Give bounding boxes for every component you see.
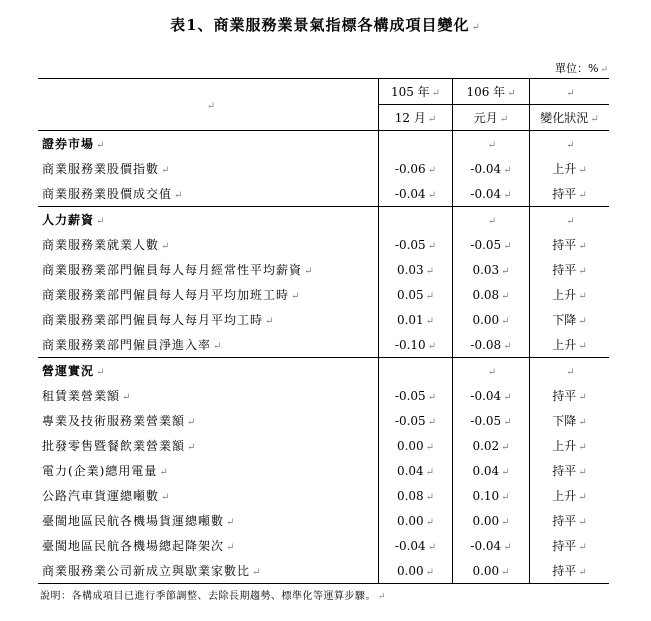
- value-105-12: 0.01 ↵: [379, 307, 453, 332]
- section-blank-cell: ↵: [530, 358, 610, 384]
- table-row: [38, 232, 609, 257]
- table-row: [38, 508, 609, 533]
- table-row: [38, 332, 609, 358]
- value-106-01: 0.00 ↵: [453, 508, 530, 533]
- table-row: [38, 558, 609, 584]
- value-106-01: 0.02 ↵: [453, 433, 530, 458]
- header-year-106: 106 年 ↵: [453, 79, 530, 105]
- section-blank-cell: ↵: [453, 131, 530, 157]
- indicator-label: 商業服務業部門僱員每人每月經常性平均薪資 ↵: [42, 263, 314, 277]
- table-row: [38, 156, 609, 181]
- section-blank-cell: [379, 207, 453, 233]
- change-status: 上升 ↵: [530, 282, 610, 307]
- header-year-105: 105 年 ↵: [379, 79, 453, 105]
- section-header-row: [38, 207, 609, 233]
- value-105-12: 0.04 ↵: [379, 458, 453, 483]
- value-106-01: 0.10 ↵: [453, 483, 530, 508]
- indicator-label: 商業服務業部門僱員每人每月平均加班工時 ↵: [42, 288, 301, 302]
- change-status: 持平 ↵: [530, 458, 610, 483]
- table-row: [38, 458, 609, 483]
- indicator-label: 專業及技術服務業營業額 ↵: [42, 414, 197, 428]
- section-blank-cell: [379, 131, 453, 157]
- value-106-01: 0.08 ↵: [453, 282, 530, 307]
- value-106-01: 0.04 ↵: [453, 458, 530, 483]
- change-status: 持平 ↵: [530, 533, 610, 558]
- value-106-01: -0.05 ↵: [453, 232, 530, 257]
- section-header-row: [38, 358, 609, 384]
- change-status: 上升 ↵: [530, 332, 610, 358]
- value-105-12: -0.05 ↵: [379, 383, 453, 408]
- change-status: 下降 ↵: [530, 307, 610, 332]
- value-105-12: 0.00 ↵: [379, 508, 453, 533]
- value-105-12: 0.05 ↵: [379, 282, 453, 307]
- indicator-label: 商業服務業股價指數 ↵: [42, 162, 171, 176]
- value-106-01: -0.08 ↵: [453, 332, 530, 358]
- value-105-12: -0.05 ↵: [379, 408, 453, 433]
- indicator-label: 電力(企業)總用電量 ↵: [42, 464, 169, 478]
- value-106-01: -0.04 ↵: [453, 383, 530, 408]
- indicator-label: 公路汽車貨運總噸數 ↵: [42, 489, 171, 503]
- header-status: 變化狀況 ↵: [530, 105, 610, 131]
- indicator-label: 商業服務業部門僱員淨進入率 ↵: [42, 338, 223, 352]
- indicator-label: 商業服務業部門僱員每人每月平均工時 ↵: [42, 313, 275, 327]
- section-title: 證券市場 ↵: [42, 137, 106, 151]
- value-106-01: -0.05 ↵: [453, 408, 530, 433]
- change-status: 上升 ↵: [530, 433, 610, 458]
- header-blank-cell: ↵: [206, 100, 216, 112]
- table-row: [38, 307, 609, 332]
- indicator-label: 臺閩地區民航各機場貨運總噸數 ↵: [42, 514, 236, 528]
- change-status: 持平 ↵: [530, 558, 610, 584]
- indicator-label: 商業服務業股價成交值 ↵: [42, 187, 184, 201]
- section-blank-cell: ↵: [453, 358, 530, 384]
- value-105-12: 0.03 ↵: [379, 257, 453, 282]
- change-status: 持平 ↵: [530, 232, 610, 257]
- value-105-12: -0.05 ↵: [379, 232, 453, 257]
- value-105-12: -0.04 ↵: [379, 533, 453, 558]
- table-row: [38, 282, 609, 307]
- table-row: [38, 533, 609, 558]
- table-row: [38, 383, 609, 408]
- value-105-12: -0.06 ↵: [379, 156, 453, 181]
- value-106-01: 0.00 ↵: [453, 307, 530, 332]
- change-status: 持平 ↵: [530, 508, 610, 533]
- table-row: [38, 433, 609, 458]
- footnote: 說明：各構成項目已進行季節調整、去除長期趨勢、標準化等運算步驟。 ↵: [40, 591, 387, 602]
- section-title: 營運實況 ↵: [42, 364, 106, 378]
- unit-label: 單位：% ↵: [555, 62, 608, 75]
- table-title: 表1、商業服務業景氣指標各構成項目變化 ↵: [170, 16, 481, 34]
- indicator-label: 商業服務業就業人數 ↵: [42, 238, 171, 252]
- section-title: 人力薪資 ↵: [42, 213, 106, 227]
- change-status: 上升 ↵: [530, 156, 610, 181]
- table-row: [38, 408, 609, 433]
- indicator-table: [38, 78, 609, 584]
- section-blank-cell: ↵: [530, 131, 610, 157]
- table-row: [38, 483, 609, 508]
- table-row: [38, 181, 609, 207]
- value-106-01: -0.04 ↵: [453, 533, 530, 558]
- section-blank-cell: [379, 358, 453, 384]
- value-106-01: -0.04 ↵: [453, 181, 530, 207]
- change-status: 持平 ↵: [530, 181, 610, 207]
- indicator-label: 商業服務業公司新成立與歇業家數比 ↵: [42, 564, 262, 578]
- section-blank-cell: ↵: [530, 207, 610, 233]
- value-105-12: 0.08 ↵: [379, 483, 453, 508]
- indicator-label: 臺閩地區民航各機場總起降架次 ↵: [42, 539, 236, 553]
- change-status: 持平 ↵: [530, 257, 610, 282]
- header-month-12: 12 月 ↵: [379, 105, 453, 131]
- section-blank-cell: ↵: [453, 207, 530, 233]
- header-blank-status: ↵: [530, 79, 610, 105]
- change-status: 上升 ↵: [530, 483, 610, 508]
- change-status: 下降 ↵: [530, 408, 610, 433]
- table-row: [38, 257, 609, 282]
- indicator-label: 批發零售暨餐飲業營業額 ↵: [42, 439, 197, 453]
- value-105-12: 0.00 ↵: [379, 433, 453, 458]
- value-106-01: 0.00 ↵: [453, 558, 530, 584]
- indicator-label: 租賃業營業額 ↵: [42, 389, 132, 403]
- value-105-12: 0.00 ↵: [379, 558, 453, 584]
- header-row-years: [38, 79, 609, 105]
- change-status: 持平 ↵: [530, 383, 610, 408]
- value-105-12: -0.04 ↵: [379, 181, 453, 207]
- value-106-01: 0.03 ↵: [453, 257, 530, 282]
- section-header-row: [38, 131, 609, 157]
- value-106-01: -0.04 ↵: [453, 156, 530, 181]
- header-month-jan: 元月 ↵: [453, 105, 530, 131]
- value-105-12: -0.10 ↵: [379, 332, 453, 358]
